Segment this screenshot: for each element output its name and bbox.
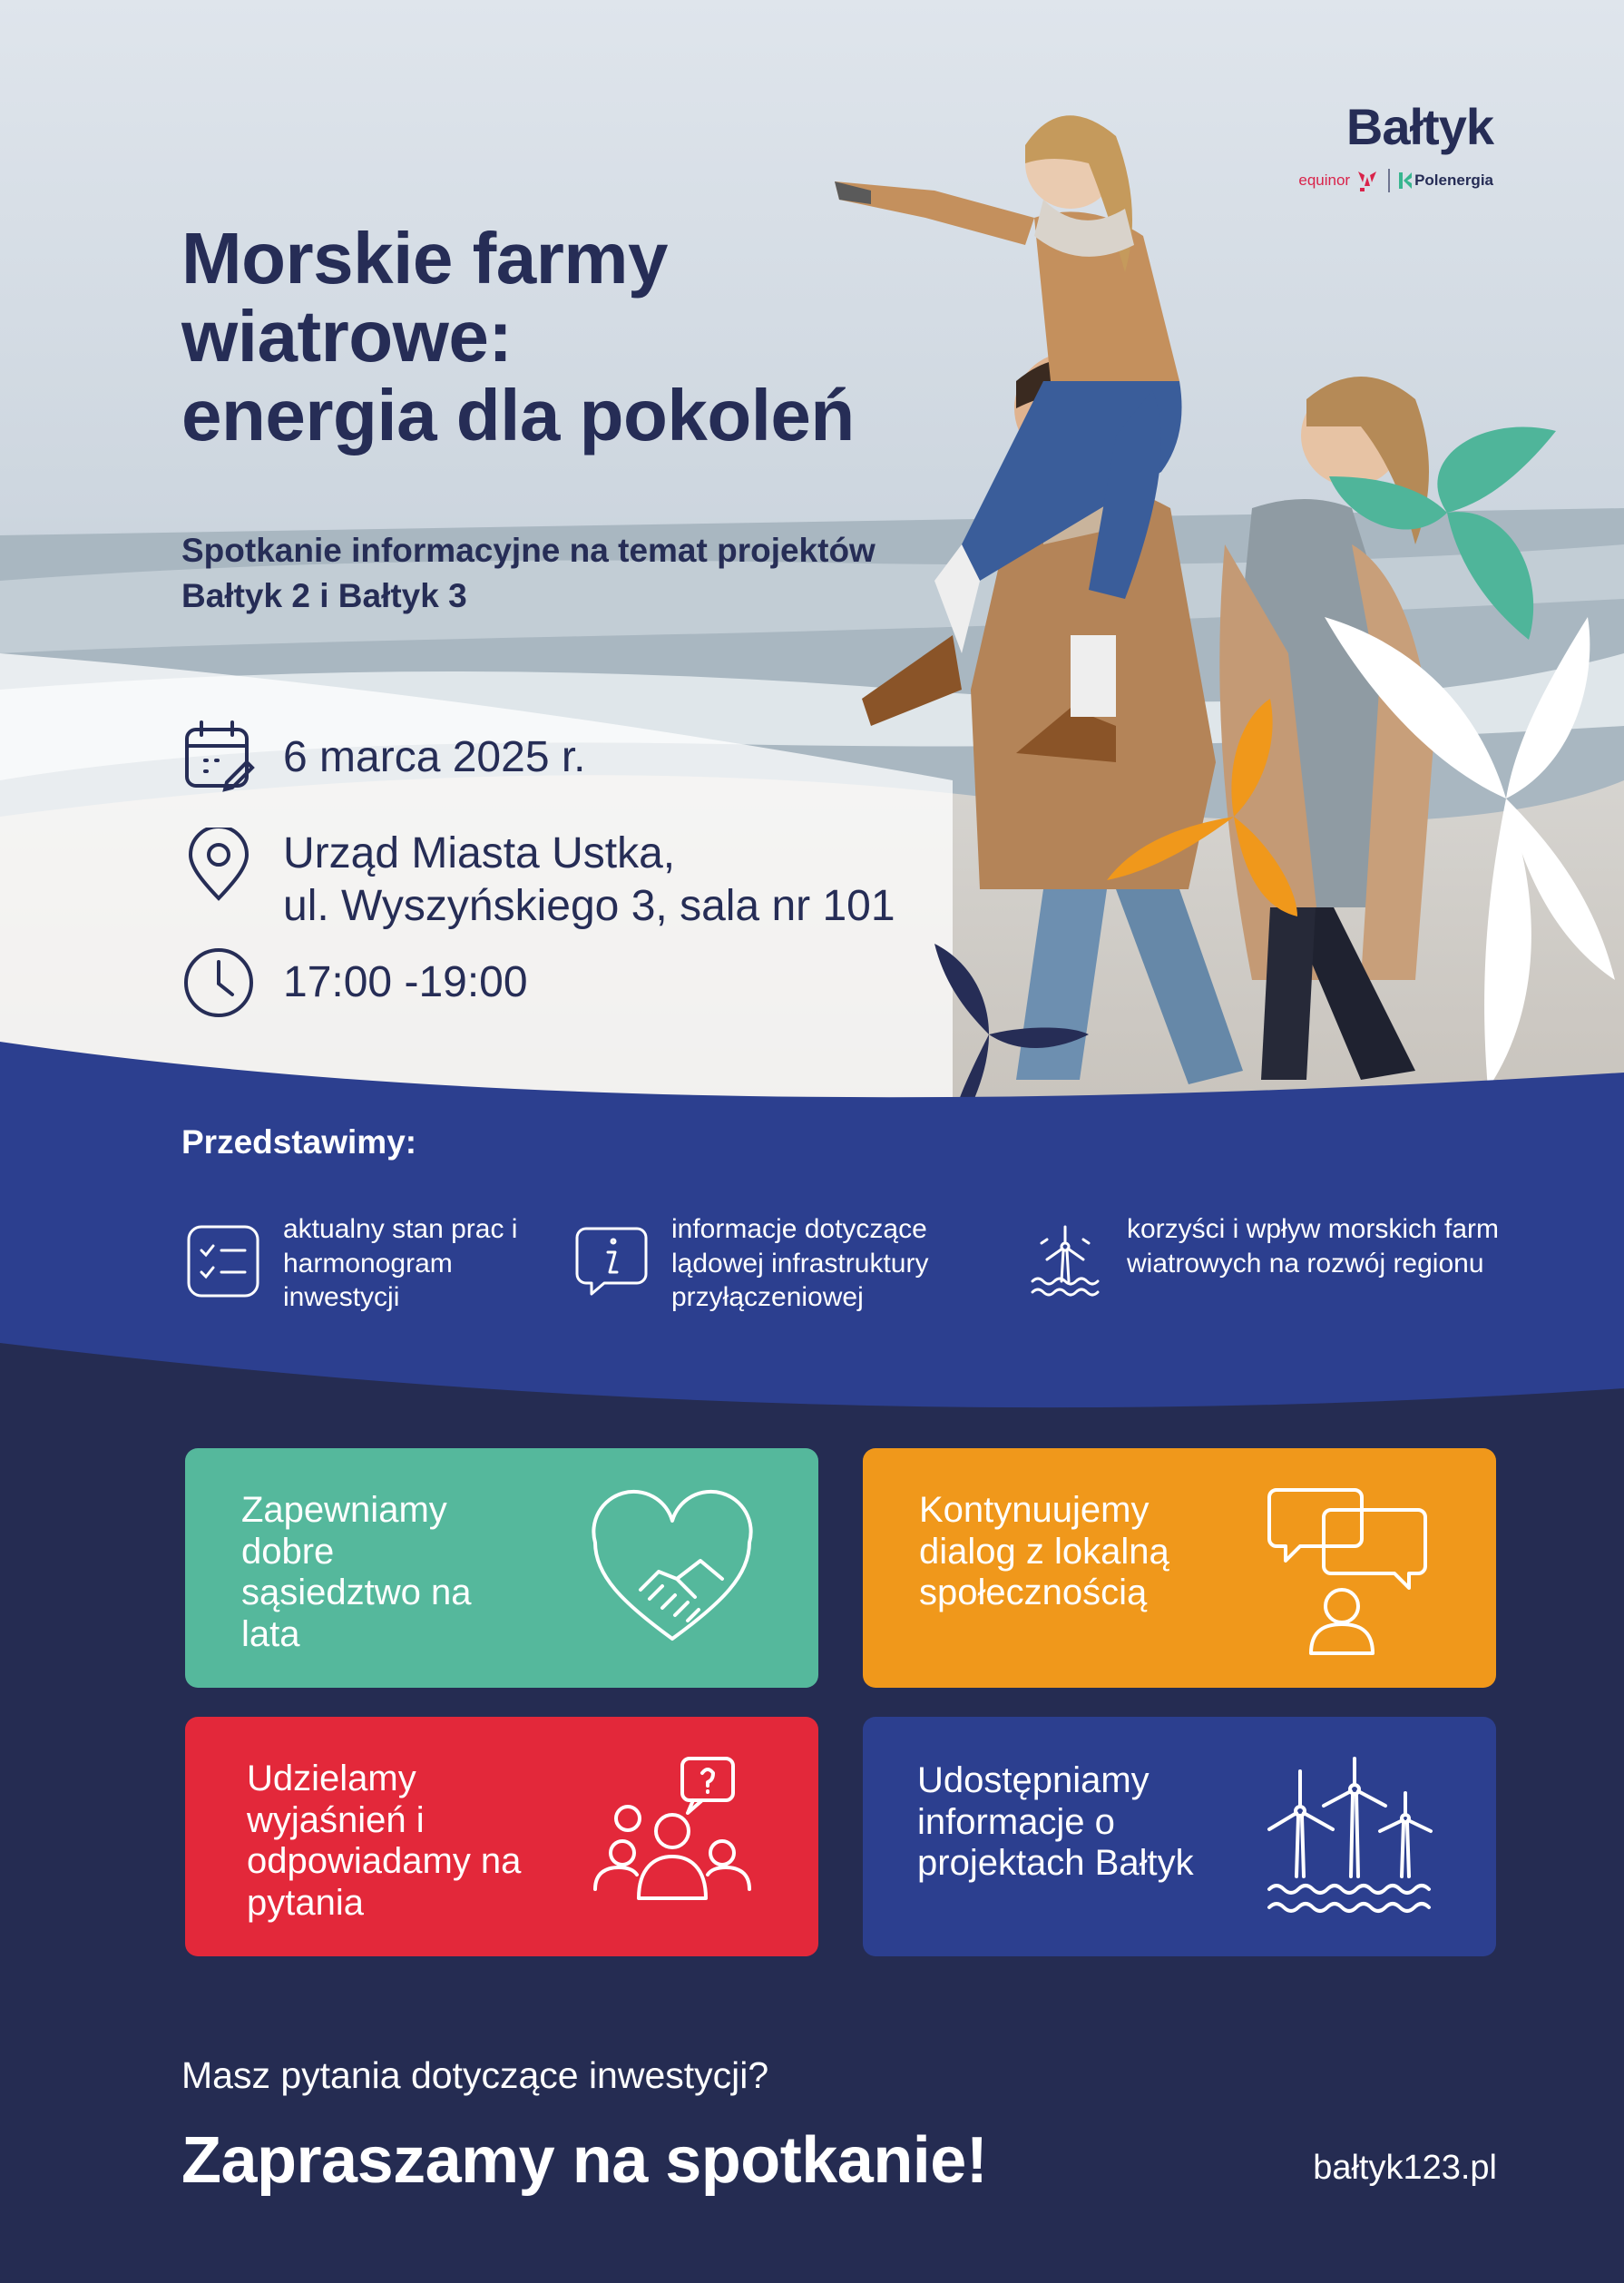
- title-line-1: Morskie farmy: [181, 218, 668, 299]
- polenergia-logo: [1399, 171, 1493, 190]
- event-time-text: 17:00 -19:00: [283, 958, 528, 1006]
- footer-cta: Zapraszamy na spotkanie!: [181, 2124, 988, 2197]
- offshore-turbines-icon: [1264, 1753, 1436, 1925]
- wind-turbine-icon: [1029, 1223, 1105, 1299]
- group-question-icon: [586, 1753, 758, 1925]
- event-location: [181, 828, 895, 932]
- tile-dialog: [863, 1448, 1496, 1688]
- location-line-1: Urząd Miasta Ustka,: [283, 829, 676, 877]
- subtitle: Spotkanie informacyjne na temat projektów Bałtyk 2 i Bałtyk 3: [181, 532, 876, 614]
- location-line-2: ul. Wyszyńskiego 3, sala nr 101: [283, 881, 895, 930]
- tile-neighbourhood: [185, 1448, 818, 1688]
- logo-divider: [1388, 169, 1390, 192]
- present-item-benefits-label: korzyści i wpływ morskich farm wiatrowych na rozwój regionu: [1127, 1214, 1500, 1279]
- event-date-text: 6 marca 2025 r.: [283, 733, 586, 781]
- tile-information: [863, 1717, 1496, 1956]
- logo-wordmark: Bałtyk: [1345, 98, 1493, 155]
- page-title: [181, 220, 855, 455]
- polenergia-mark-icon: [1399, 172, 1412, 189]
- present-item-infrastructure-label: informacje dotyczące lądowej infrastruktury przyłączeniowej: [671, 1214, 929, 1312]
- tile-information-label: Udostępniamy informacje o projektach Bałtyk: [917, 1760, 1194, 1884]
- title-line-2: wiatrowe:: [181, 296, 513, 377]
- polenergia-label: Polenergia: [1414, 171, 1493, 189]
- tile-dialog-label: Kontynuujemy dialog z lokalną społecznością: [919, 1490, 1169, 1613]
- baltyk-logo: [1276, 98, 1493, 192]
- tile-answers-label: Udzielamy wyjaśnień i odpowiadamy na pytania: [247, 1759, 522, 1923]
- event-location-text: [283, 828, 895, 932]
- info-bubble-icon: [573, 1223, 650, 1299]
- logo-partners: [1276, 169, 1493, 192]
- location-pin-icon: [181, 828, 256, 902]
- calendar-icon: [181, 719, 256, 793]
- website-link[interactable]: bałtyk123.pl: [1313, 2149, 1497, 2187]
- tile-answers: [185, 1717, 818, 1956]
- present-title: Przedstawimy:: [181, 1123, 417, 1161]
- equinor-logo: [1298, 170, 1379, 191]
- event-date: [181, 719, 586, 793]
- present-item-benefits: [1029, 1212, 1508, 1299]
- present-item-infrastructure: [573, 1212, 980, 1315]
- present-item-progress: [185, 1212, 555, 1315]
- present-item-progress-label: aktualny stan prac i harmonogram inwestycji: [283, 1214, 518, 1312]
- tile-neighbourhood-label: Zapewniamy dobre sąsiedztwo na lata: [241, 1490, 472, 1654]
- checklist-icon: [185, 1223, 261, 1299]
- heart-handshake-icon: [586, 1484, 758, 1657]
- chat-person-icon: [1264, 1484, 1436, 1657]
- title-line-3: energia dla pokoleń: [181, 374, 855, 456]
- equinor-star-icon: [1355, 170, 1379, 191]
- footer-question: Masz pytania dotyczące inwestycji?: [181, 2054, 769, 2096]
- equinor-label: equinor: [1298, 171, 1351, 189]
